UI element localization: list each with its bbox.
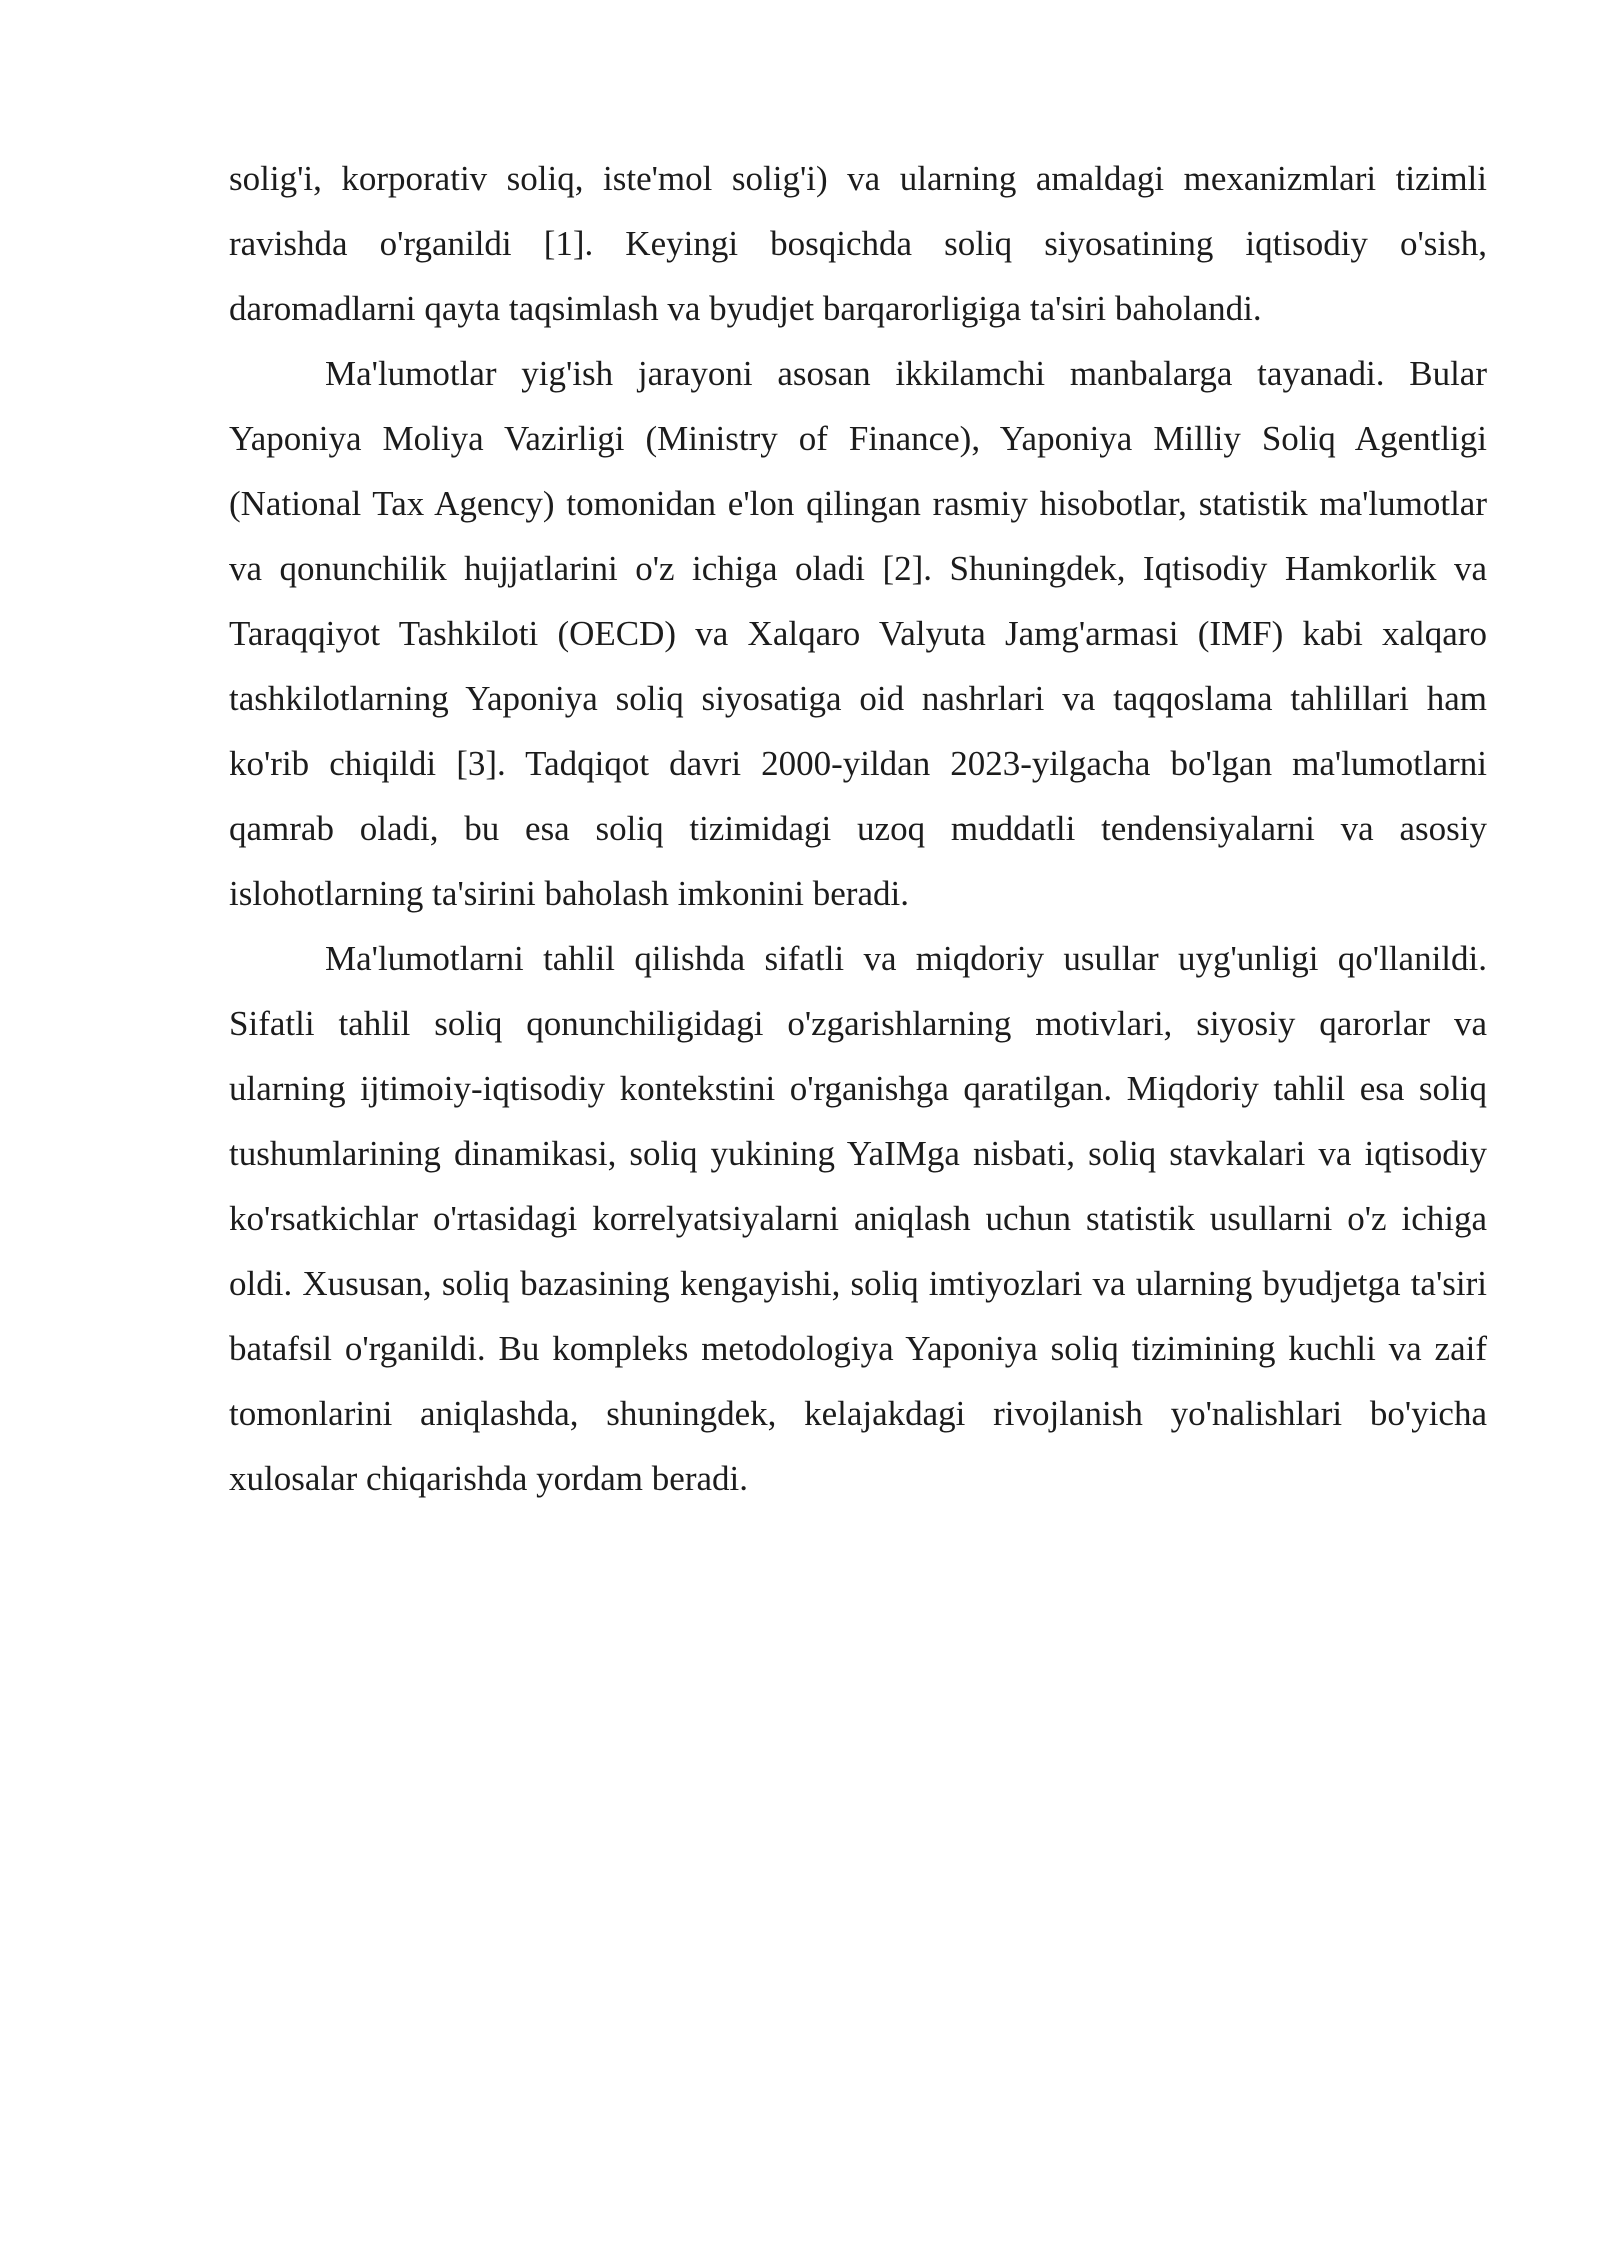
- paragraph-2: Ma'lumotlar yig'ish jarayoni asosan ikkilamchi manbalarga tayanadi. Bular Yaponiya Moliya Vazirligi (Ministry of Finance), Yaponiya Milliy Soliq Agentligi (National Tax Agency) tomonidan e'lon qilingan rasmiy hisobotlar, statistik ma'lumotlar va qonunchilik hujjatlarini o'z ichiga oladi [2]. Shuningdek, Iqtisodiy Hamkorlik va Taraqqiyot Tashkiloti (OECD) va Xalqaro Valyuta Jamg'armasi (IMF) kabi xalqaro tashkilotlarning Yaponiya soliq siyosatiga oid nashrlari va taqqoslama tahlillari ham ko'rib chiqildi [3]. Tadqiqot davri 2000-yildan 2023-yilgacha bo'lgan ma'lumotlarni qamrab oladi, bu esa soliq tizimidagi uzoq muddatli tendensiyalarni va asosiy islohotlarning ta'sirini baholash imkonini beradi.: [229, 354, 1487, 913]
- paragraph-1: solig'i, korporativ soliq, iste'mol solig'i) va ularning amaldagi mexanizmlari tizimli ravishda o'rganildi [1]. Keyingi bosqichda soliq siyosatining iqtisodiy o'sish, daromadlarni qayta taqsimlash va byudjet barqarorligiga ta'siri baholandi.: [229, 159, 1487, 328]
- document-body: [229, 146, 1487, 1511]
- paragraph-3: Ma'lumotlarni tahlil qilishda sifatli va miqdoriy usullar uyg'unligi qo'llanildi. Sifatli tahlil soliq qonunchiligidagi o'zgarishlarning motivlari, siyosiy qarorlar va ularning ijtimoiy-iqtisodiy kontekstini o'rganishga qaratilgan. Miqdoriy tahlil esa soliq tushumlarining dinamikasi, soliq yukining YaIMga nisbati, soliq stavkalari va iqtisodiy ko'rsatkichlar o'rtasidagi korrelyatsiyalarni aniqlash uchun statistik usullarni o'z ichiga oldi. Xususan, soliq bazasining kengayishi, soliq imtiyozlari va ularning byudjetga ta'siri batafsil o'rganildi. Bu kompleks metodologiya Yaponiya soliq tizimining kuchli va zaif tomonlarini aniqlashda, shuningdek, kelajakdagi rivojlanish yo'nalishlari bo'yicha xulosalar chiqarishda yordam beradi.: [229, 939, 1487, 1498]
